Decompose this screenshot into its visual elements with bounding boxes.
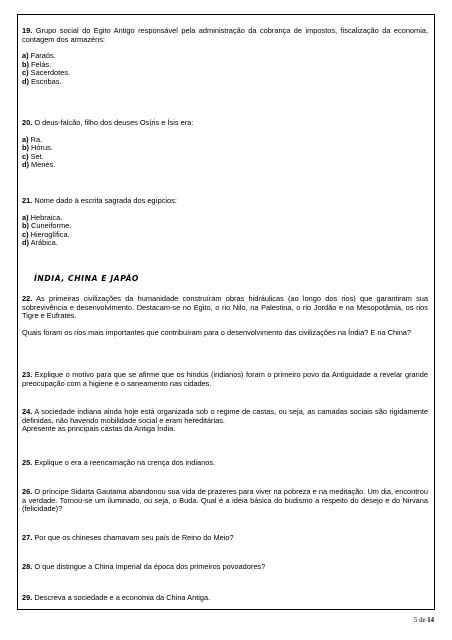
option-a: a) Ra. [22, 134, 43, 144]
question-20 [22, 119, 428, 170]
option-b: b) Hórus. [22, 143, 53, 153]
question-28 [22, 563, 428, 572]
question-22 [22, 295, 428, 337]
question-text: A sociedade indiana ainda hoje está organizada sob o regime de castas, ou seja, as camadas sociais são rigidamente definidas, não havendo mobilidade social e eram hereditárias. [22, 407, 428, 425]
question-number: 24. [22, 407, 33, 416]
question-number: 29. [22, 593, 33, 602]
question-text: Por que os chineses chamavam seu país de Reino do Meio? [34, 533, 234, 542]
option-d: d) Arábica. [22, 238, 58, 248]
option-c: c) Sacerdotes. [22, 68, 71, 78]
question-23 [22, 371, 428, 388]
question-text: Nome dado à escrita sagrada dos egípcios: [34, 196, 177, 205]
question-text: O deus-falcão, filho dos deuses Osíris e Ísis era: [34, 118, 194, 127]
options-list [22, 214, 428, 248]
question-19 [22, 27, 428, 87]
question-number: 27. [22, 533, 33, 542]
option-c: c) Hieroglífica. [22, 229, 70, 239]
option-b: b) Cuneiforme. [22, 221, 72, 231]
question-number: 19. [22, 26, 33, 35]
question-25 [22, 459, 428, 468]
option-a: a) Faraós. [22, 51, 56, 61]
question-text: Explique o era a reencarnação na crença dos indianos. [34, 458, 216, 467]
question-number: 25. [22, 458, 33, 467]
option-c: c) Set. [22, 151, 44, 161]
question-number: 26. [22, 487, 33, 496]
question-text: As primeiras civilizações da humanidade construíram obras hidráulicas (ao longo dos rios) que garantiram sua sobrevivência e desenvolvimento. Destacam-se no Egito, o rio Nilo, na Palestina, o rio Jordão e na Mesopotâmia, os rios Tigre e Eufrates. [22, 294, 428, 321]
option-d: d) Escribas. [22, 76, 62, 86]
question-number: 22. [22, 294, 33, 303]
options-list [22, 52, 428, 86]
option-d: d) Menés. [22, 160, 56, 170]
question-24 [22, 408, 428, 434]
question-text: Grupo social do Egito Antigo responsável pela administração da cobrança de impostos, fiscalização da economia, contagem dos armazéns: [22, 26, 428, 44]
question-26 [22, 488, 428, 514]
question-number: 28. [22, 562, 33, 571]
question-29 [22, 594, 428, 603]
question-text: O que distingue a China imperial da época dos primeiros povoadores? [34, 562, 266, 571]
question-prompt: Apresente as principais castas da Antiga Índia. [22, 424, 176, 434]
page-number: 5 de 14 [413, 617, 434, 624]
question-text: O príncipe Sidarta Gautama abandonou sua vida de prazeres para viver na pobreza e na meditação. Um dia, encontrou a verdade. Tornou-se um iluminado, ou seja, o Buda. Qual é a idéia básica do budismo a respeito do desejo e do Nirvana (felicidade)? [22, 487, 428, 514]
question-number: 20. [22, 118, 33, 127]
question-text: Explique o motivo para que se afirme que os hindus (indianos) foram o primeiro povo da Antiguidade a revelar grande preocupação com a higiene e o saneamento nas cidades. [22, 370, 428, 388]
question-21 [22, 197, 428, 248]
question-prompt: Quais foram os rios mais importantes que contribuíram para o desenvolvimento das civilizações na Índia? E na China? [22, 327, 412, 337]
option-b: b) Felás. [22, 59, 52, 69]
question-number: 21. [22, 196, 33, 205]
option-a: a) Hebraica. [22, 212, 63, 222]
question-number: 23. [22, 370, 33, 379]
question-27 [22, 534, 428, 543]
section-title: ÍNDIA, CHINA E JAPÃO [34, 274, 139, 283]
question-text: Descreva a sociedade e a economia da China Antiga. [34, 593, 211, 602]
options-list [22, 136, 428, 170]
